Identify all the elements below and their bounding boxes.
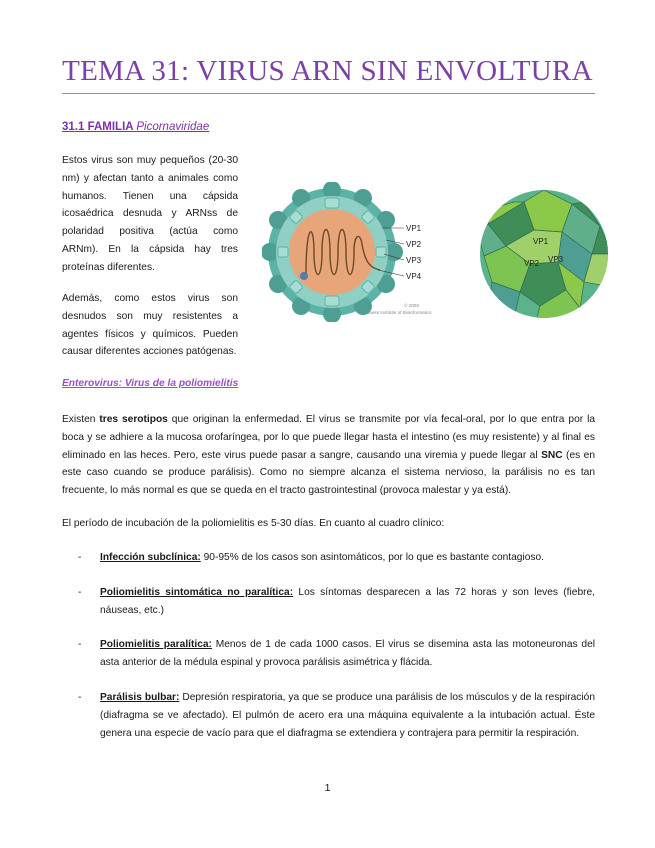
intro-paragraph-2: Además, como estos virus son desnudos son muy resistentes a agentes físicos y químicos. Pueden causar diferentes acciones patógenas.	[62, 293, 238, 358]
list-item	[62, 636, 595, 672]
p3-bold-serotipos: tres serotipos	[99, 414, 168, 425]
list-dash: -	[78, 586, 82, 598]
capsid-label-vp1: VP1	[533, 237, 549, 246]
transmission-paragraph	[62, 411, 595, 500]
label-vp1: VP1	[406, 224, 422, 233]
section-heading	[62, 121, 209, 133]
p3-part-c: que originan la enfermedad. El virus se transmite por vía fecal-oral, por lo que entra por la boca y se adhiere a la mucosa orofaríngea, por lo que puede llegar hasta el intestino (es muy resistente) y al final es eliminado en las heces. Pero, este virus puede pasar a sangre, causando una viremia y puede llegar al	[62, 414, 595, 461]
list-term: Parálisis bulbar:	[100, 691, 180, 703]
label-vp3: VP3	[406, 256, 422, 265]
virion-schematic	[262, 182, 432, 322]
list-dash: -	[78, 639, 82, 651]
clinical-list	[62, 549, 595, 742]
section-family-name: Picornaviridae	[136, 121, 210, 133]
list-term: Infección subclínica:	[100, 552, 201, 563]
title-divider	[62, 93, 595, 94]
page-number: 1	[324, 782, 331, 794]
label-vp4: VP4	[406, 272, 422, 281]
list-text: Los síntomas desparecen a las 72 horas y son leves (fiebre, náuseas, etc.)	[100, 586, 595, 616]
p3-part-a: Existen	[62, 414, 100, 425]
list-text: 90-95% de los casos son asintomáticos, por lo que es bastante contagioso.	[200, 552, 544, 563]
list-text: Menos de 1 de cada 1000 casos. El virus se disemina asta las motoneuronas del asta anterior de la médula espinal y provoca parálisis asimétrica y flácida.	[100, 639, 595, 669]
incubation-paragraph: El período de incubación de la poliomielitis es 5-30 días. En cuanto al cuadro clínico:	[62, 518, 445, 529]
core	[289, 209, 375, 295]
label-vp2: VP2	[406, 240, 422, 249]
list-term: Poliomielitis paralítica:	[100, 639, 212, 651]
p3-bold-snc: SNC	[541, 449, 563, 461]
list-text: Depresión respiratoria, ya que se produce una parálisis de los músculos y de la respiración (diafragma se ve afectado). El pulmón de acero era una máquina equivalente a la intubación actual. Éste genera una especie de vacío para que el diafragma se extendiera y contrajera para permitir la respiración.	[100, 691, 595, 739]
subsection-heading: Enterovirus: Virus de la poliomielitis	[62, 378, 239, 389]
list-item	[62, 584, 595, 620]
picornavirus-figure	[262, 182, 612, 322]
list-term: Poliomielitis sintomática no paralítica:	[100, 586, 294, 598]
list-dash: -	[78, 552, 82, 563]
figure-copyright: © 2008	[404, 303, 419, 308]
page-title: TEMA 31: VIRUS ARN SIN ENVOLTURA	[62, 55, 593, 87]
list-item	[62, 689, 595, 742]
section-number: 31.1 FAMILIA	[62, 121, 134, 133]
vpg-label: VPg	[298, 273, 307, 279]
capsid-label-vp2: VP2	[524, 259, 540, 268]
capsid-model	[478, 190, 612, 322]
figure-credit: Swiss Institute of Bioinformatics	[367, 310, 432, 315]
list-item	[62, 549, 595, 567]
intro-paragraph-1: Estos virus son muy pequeños (20-30 nm) y afectan tanto a animales como humanos. Tienen una cápsida icosaédrica desnuda y ARNss de polaridad positiva (actúa como ARNm). En la cápsida hay tres proteínas diferentes.	[62, 155, 238, 273]
capsid-label-vp3: VP3	[548, 255, 564, 264]
list-dash: -	[78, 691, 82, 703]
p3-part-e: (es en este caso cuando se produce parálisis). Como no siempre alcanza el sistema nervioso, la parálisis no es tan frecuente, lo más normal es que se queda en el tracto gastrointestinal (provoca malestar y ya está).	[62, 449, 595, 497]
